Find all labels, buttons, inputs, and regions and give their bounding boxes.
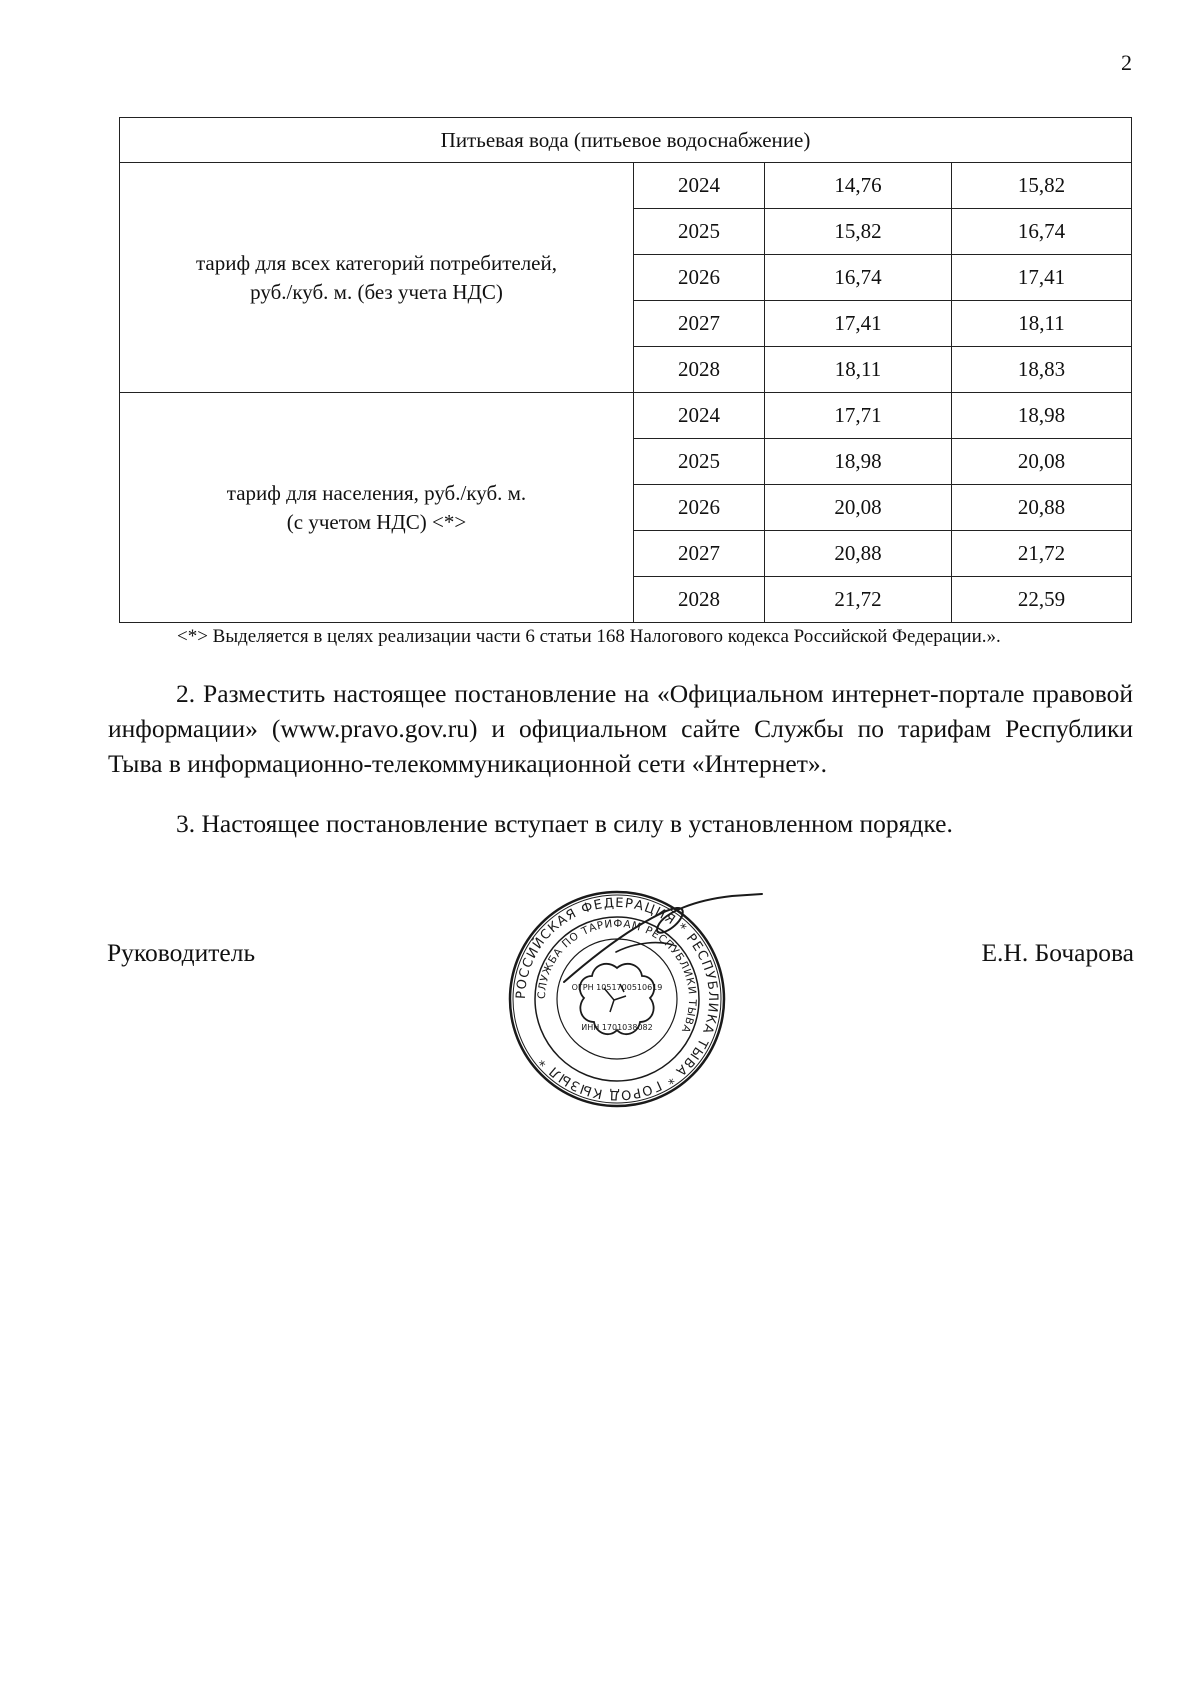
stamp-inn: ИНН 1701038082 [581,1023,653,1032]
value-cell: 17,41 [952,255,1132,301]
value-cell: 20,08 [952,439,1132,485]
value-cell: 20,88 [952,485,1132,531]
signature-stroke [616,943,676,952]
value-cell: 16,74 [952,209,1132,255]
value-cell: 16,74 [765,255,952,301]
value-cell: 22,59 [952,577,1132,623]
signer-name: Е.Н. Бочарова [981,938,1134,967]
footnote: <*> Выделяется в целях реализации части 6 статьи 168 Налогового кодекса Российской Федерации.». [177,626,1001,647]
year-cell: 2026 [634,255,765,301]
year-cell: 2025 [634,209,765,255]
table-row [120,393,1132,439]
stamp-inner-text: СЛУЖБА ПО ТАРИФАМ РЕСПУБЛИКИ ТЫВА [535,917,699,1036]
year-cell: 2026 [634,485,765,531]
year-cell: 2024 [634,393,765,439]
year-cell: 2024 [634,163,765,209]
tariff-table [119,117,1132,623]
table-section-header: Питьевая вода (питьевое водоснабжение) [120,118,1132,163]
page-number: 2 [1121,50,1132,75]
row-label-line: тариф для населения, руб./куб. м. [226,480,527,505]
value-cell: 20,88 [765,531,952,577]
value-cell: 14,76 [765,163,952,209]
value-cell: 20,08 [765,485,952,531]
value-cell: 18,98 [952,393,1132,439]
value-cell: 21,72 [952,531,1132,577]
value-cell: 18,11 [952,301,1132,347]
year-cell: 2025 [634,439,765,485]
table-header-row [120,118,1132,163]
value-cell: 15,82 [765,209,952,255]
year-cell: 2028 [634,577,765,623]
paragraph-2: 2. Разместить настоящее постановление на «Официальном интернет-портале правовой информации» (www.pravo.gov.ru) и официальном сайте Службы по тарифам Республики Тыва в информационно-телекоммуникационной сети «Интернет». [108,679,1133,778]
value-cell: 18,11 [765,347,952,393]
table-row [120,163,1132,209]
handwritten-signature [556,882,766,992]
row-label-line: тариф для всех категорий потребителей, [196,250,557,275]
year-cell: 2027 [634,531,765,577]
value-cell: 17,71 [765,393,952,439]
row-label-population [120,393,634,623]
signer-title: Руководитель [107,938,256,967]
value-cell: 18,98 [765,439,952,485]
row-label-line: (с учетом НДС) <*> [286,509,467,534]
signature-stroke [564,894,762,982]
value-cell: 15,82 [952,163,1132,209]
stamp-ogrn: ОГРН 1051700510619 [571,983,663,992]
row-label-all-consumers [120,163,634,393]
paragraph-3: 3. Настоящее постановление вступает в силу в установленном порядке. [176,809,953,838]
row-label-line: руб./куб. м. (без учета НДС) [250,279,503,304]
value-cell: 21,72 [765,577,952,623]
stamp-outer-text: РОССИЙСКАЯ ФЕДЕРАЦИЯ * РЕСПУБЛИКА ТЫВА * ГОРОД КЫЗЫЛ * [513,895,721,1103]
value-cell: 18,83 [952,347,1132,393]
value-cell: 17,41 [765,301,952,347]
year-cell: 2027 [634,301,765,347]
year-cell: 2028 [634,347,765,393]
